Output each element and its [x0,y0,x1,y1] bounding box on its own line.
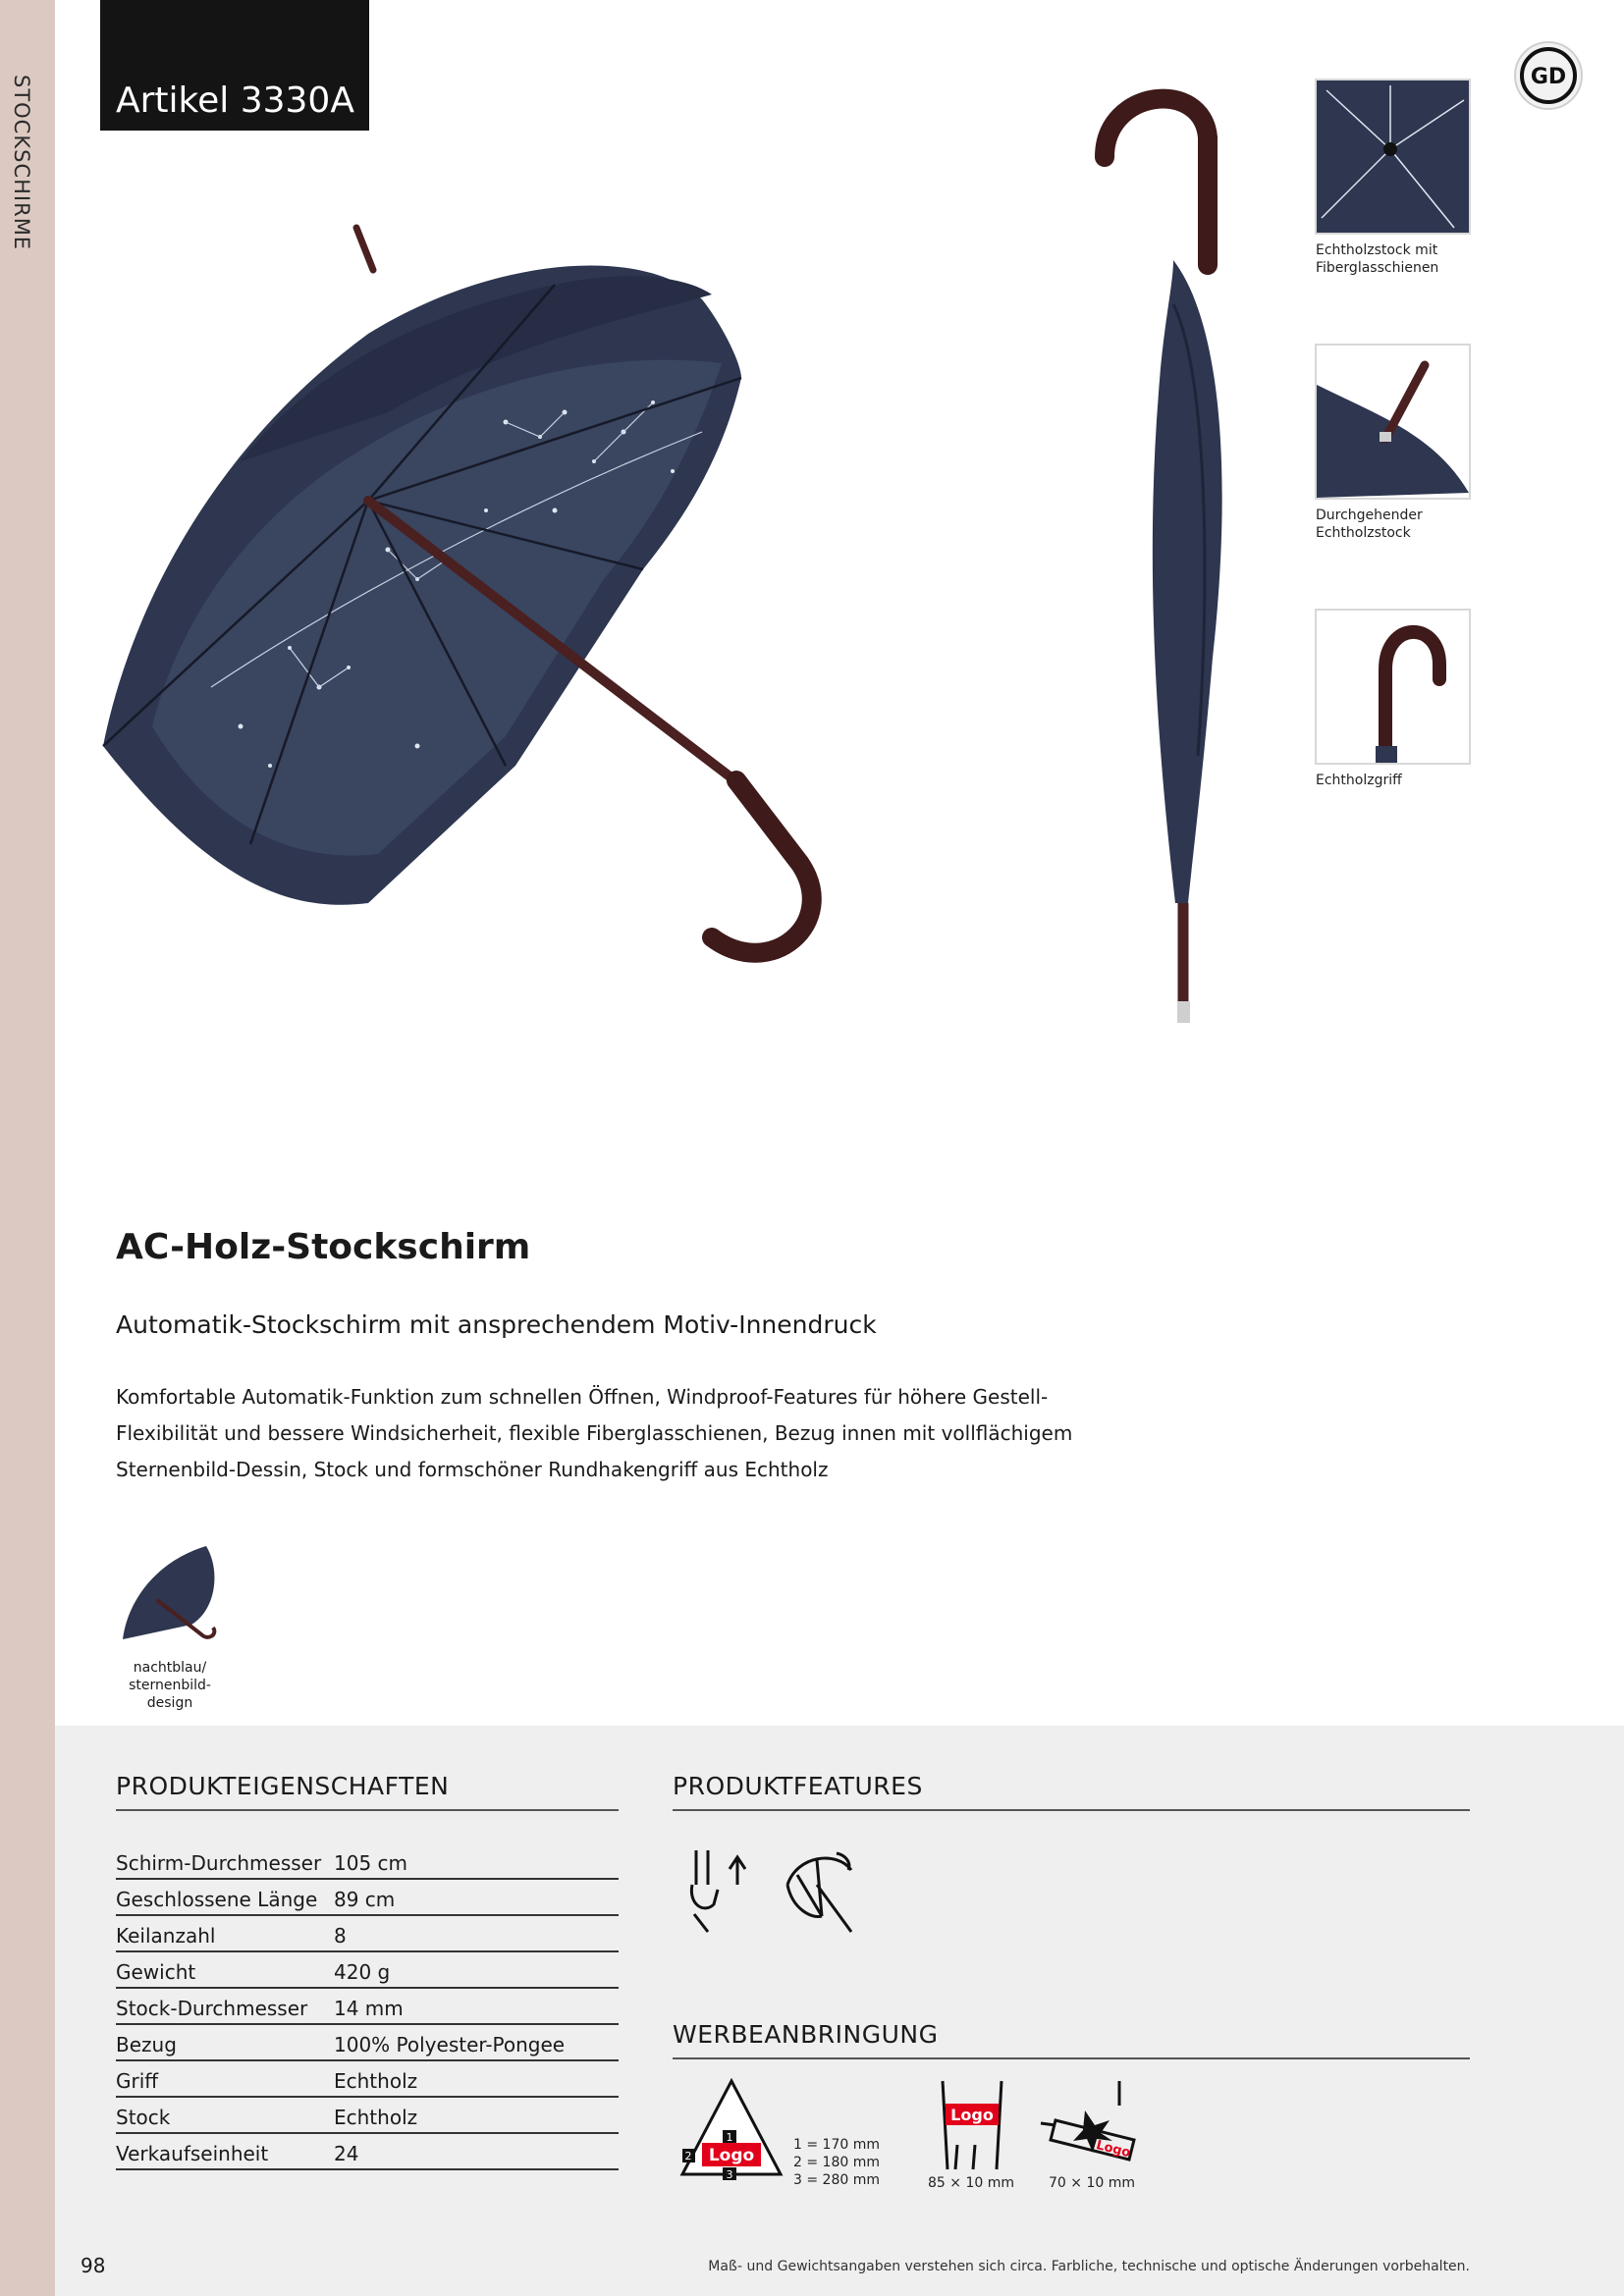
page-number: 98 [81,2254,106,2277]
svg-text:Logo: Logo [708,2146,755,2165]
table-row: Keilanzahl 8 [116,1916,619,1952]
table-row: Verkaufseinheit 24 [116,2134,619,2170]
thumbnail-handle[interactable] [1315,609,1471,765]
logo-size-2: 85 × 10 mm [928,2175,1014,2191]
svg-text:Logo: Logo [950,2106,994,2124]
thumbnail-canopy-inner[interactable] [1315,79,1471,235]
umbrella-closed-illustration [1065,69,1262,1041]
table-row: Bezug 100% Polyester-Pongee [116,2025,619,2061]
article-number-box [100,0,369,131]
thumbnail-ribs-image [1317,80,1469,233]
color-variant-swatch[interactable] [118,1541,226,1653]
thumbnail-caption-1: Echtholzstock mit Fiberglasschienen [1316,242,1439,276]
table-row: Stock Echtholz [116,2098,619,2134]
brand-logo-icon [1516,43,1581,108]
thumbnail-handle-image [1317,611,1469,763]
windproof-icon [778,1845,856,1936]
brand-logo [1514,41,1583,110]
color-variant-umbrella-icon [118,1541,226,1649]
umbrella-open-illustration [93,137,1006,1001]
color-variant-label: nachtblau/ sternenbild- design [129,1660,211,1711]
logo-placement-handle-icon [1036,2076,1154,2174]
svg-text:GD: GD [1530,65,1567,89]
werbeanbringung-rule [673,2057,1470,2059]
closed-umbrella-image [1065,69,1262,1044]
sidebar-category-label: STOCKSCHIRME [10,75,33,251]
logo-placement-strap-icon [928,2076,1016,2174]
table-row: Geschlossene Länge 89 cm [116,1880,619,1916]
svg-text:1: 1 [726,2131,733,2144]
logo-size-list-1: 1 = 170 mm 2 = 180 mm 3 = 280 mm [793,2137,880,2188]
sidebar [0,0,55,2296]
thumbnail-caption-2: Durchgehender Echtholzstock [1316,507,1423,541]
table-row: Schirm-Durchmesser 105 cm [116,1843,619,1880]
table-row: Griff Echtholz [116,2061,619,2098]
properties-title: PRODUKTEIGENSCHAFTEN [116,1772,450,1800]
automatic-open-icon [684,1845,753,1936]
footer-disclaimer: Maß- und Gewichtsangaben verstehen sich circa. Farbliche, technische und optische Änderungen vorbehalten. [708,2259,1470,2274]
main-umbrella-image [93,137,1006,1005]
werbeanbringung-title: WERBEANBRINGUNG [673,2020,939,2049]
table-row: Gewicht 420 g [116,1952,619,1989]
thumbnail-caption-3: Echtholzgriff [1316,773,1402,788]
thumbnail-shaft[interactable] [1315,344,1471,500]
properties-table [116,1843,619,2170]
product-description: Komfortable Automatik-Funktion zum schnellen Öffnen, Windproof-Features für höhere Gestell- Flexibilität und bessere Windsicherheit, flexible Fiberglasschienen, Bezug innen mit vollflächigem Sternenbild-Dessin, Stock und formschöner Rundhakengriff aus Echtholz [116,1385,1073,1481]
table-row: Stock-Durchmesser 14 mm [116,1989,619,2025]
product-subtitle: Automatik-Stockschirm mit ansprechendem Motiv-Innendruck [116,1310,877,1339]
svg-text:2: 2 [684,2150,692,2163]
product-title: AC-Holz-Stockschirm [116,1227,531,1267]
svg-text:Logo: Logo [1094,2138,1132,2162]
features-rule [673,1809,1470,1811]
svg-text:3: 3 [726,2168,733,2181]
features-title: PRODUKTFEATURES [673,1772,923,1800]
properties-rule [116,1809,619,1811]
thumbnail-shaft-image [1317,346,1469,498]
logo-size-3: 70 × 10 mm [1049,2175,1135,2191]
article-number: Artikel 3330A [116,80,354,121]
logo-placement-panel-icon [677,2076,785,2184]
